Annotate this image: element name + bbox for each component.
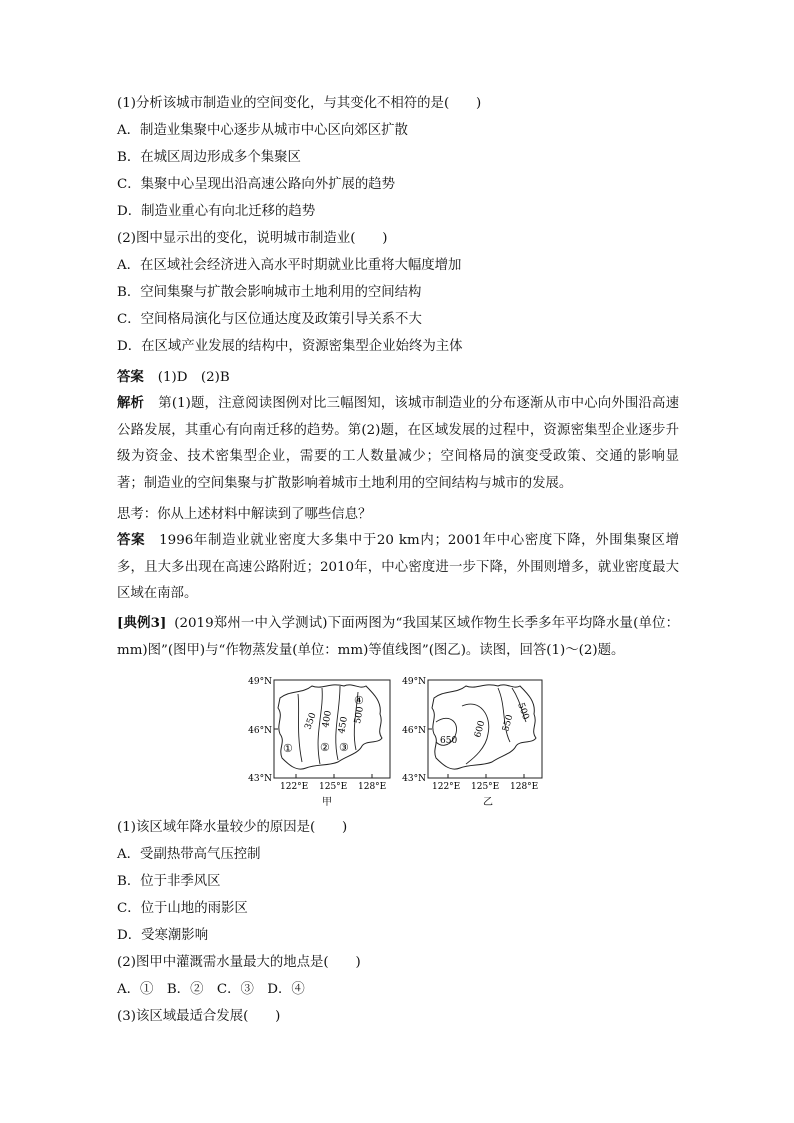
jia-label-350: 350: [303, 711, 319, 732]
answer2-text: 1996年制造业就业密度大多集中于20 km内；2001年中心密度下降，外围集聚区增多，且大多出现在高速公路附近；2010年，中心密度进一步下降，外围则增多，就业密度最大区域在南部。: [117, 533, 679, 601]
question-2-option-b: B．空间集聚与扩散会影响城市土地利用的空间结构: [117, 285, 422, 300]
jia-point-1: ①: [283, 742, 293, 755]
question-2-option-d: D．在区域产业发展的结构中，资源密集型企业始终为主体: [117, 339, 463, 354]
jia-lon-128: 128°E: [358, 782, 387, 792]
question-2-option-c: C．空间格局演化与区位通达度及政策引导关系不大: [117, 312, 422, 327]
think-question: 思考：你从上述材料中解读到了哪些信息？: [117, 507, 372, 522]
map-jia: [248, 677, 390, 808]
question-3-stem: (1)该区域年降水量较少的原因是( ): [117, 820, 348, 835]
jia-point-2: ②: [320, 741, 330, 754]
yi-lon-125: 125°E: [471, 782, 500, 792]
question-1-option-b: B．在城区周边形成多个集聚区: [117, 150, 301, 165]
question-3-option-d: D．受寒潮影响: [117, 928, 209, 943]
jia-isoline-350: [298, 694, 302, 762]
yi-label-500: 500: [515, 701, 531, 722]
jia-lat-43: 43°N: [248, 774, 272, 784]
question-1-option-c: C．集聚中心呈现出沿高速公路向外扩展的趋势: [117, 177, 396, 192]
question-4-options: A．① B．② C．③ D．④: [117, 982, 305, 997]
analysis-paragraph: [117, 390, 679, 497]
question-1-option-a: A．制造业集聚中心逐步从城市中心区向郊区扩散: [117, 123, 408, 138]
maps-svg: [240, 672, 560, 812]
question-5-stem: (3)该区域最适合发展( ): [117, 1009, 281, 1024]
jia-lat-46: 46°N: [248, 726, 272, 736]
example3-text: (2019郑州一中入学测试)下面两图为“我国某区域作物生长季多年平均降水量(单位：mm)图”(图甲)与“作物蒸发量(单位：mm)等值线图”(图乙)。读图，回答(1)～(2)题。: [117, 616, 679, 658]
question-3-option-a: A．受副热带高气压控制: [117, 847, 261, 862]
yi-lon-122: 122°E: [432, 782, 461, 792]
answer-line: [117, 367, 230, 388]
analysis-text: 第(1)题，注意阅读图例对比三幅图知，该城市制造业的分布逐渐从市中心向外围沿高速公路发展，其重心有向南迁移的趋势。第(2)题，在区域发展的过程中，资源密集型企业逐步升级为资金、技术密集型企业，需要的工人数量减少；空间格局的演变受政策、交通的影响显著；制造业的空间集聚与扩散影响着城市土地利用的空间结构与城市的发展。: [117, 396, 680, 491]
jia-caption: 甲: [322, 797, 332, 808]
jia-label-500: 500: [353, 705, 366, 725]
answer-label: 答案: [117, 369, 144, 385]
yi-lat-49: 49°N: [402, 677, 426, 687]
jia-point-4: ④: [354, 694, 364, 707]
yi-label-550: 550: [501, 713, 516, 733]
jia-label-450: 450: [337, 715, 350, 735]
question-2-stem: (2)图中显示出的变化，说明城市制造业( ): [117, 231, 388, 246]
question-3-option-c: C．位于山地的雨影区: [117, 901, 248, 916]
jia-lon-125: 125°E: [319, 782, 348, 792]
question-3-option-b: B．位于非季风区: [117, 874, 221, 889]
answer2-label: 答案: [117, 532, 146, 548]
example3-paragraph: [117, 610, 679, 664]
question-2-option-a: A．在区域社会经济进入高水平时期就业比重将大幅度增加: [117, 258, 462, 273]
jia-label-400: 400: [321, 709, 334, 729]
yi-lon-128: 128°E: [510, 782, 539, 792]
maps-figure: [240, 672, 560, 812]
question-1-option-d: D．制造业重心有向北迁移的趋势: [117, 204, 316, 219]
analysis-label: 解析: [117, 395, 145, 411]
jia-point-3: ③: [339, 741, 349, 754]
yi-label-650: 650: [440, 736, 458, 746]
map-yi: [402, 677, 542, 808]
yi-lat-43: 43°N: [402, 774, 426, 784]
answer-text: (1)D (2)B: [157, 370, 230, 385]
yi-caption: 乙: [483, 797, 493, 808]
example3-tag: [典例3]: [117, 615, 167, 631]
yi-lat-46: 46°N: [402, 726, 426, 736]
yi-label-600: 600: [473, 719, 488, 739]
question-4-stem: (2)图甲中灌溉需水量最大的地点是( ): [117, 955, 361, 970]
answer2-paragraph: [117, 527, 679, 608]
jia-lon-122: 122°E: [280, 782, 309, 792]
jia-lat-49: 49°N: [248, 677, 272, 687]
question-1-stem: (1)分析该城市制造业的空间变化，与其变化不相符的是( ): [117, 96, 482, 111]
